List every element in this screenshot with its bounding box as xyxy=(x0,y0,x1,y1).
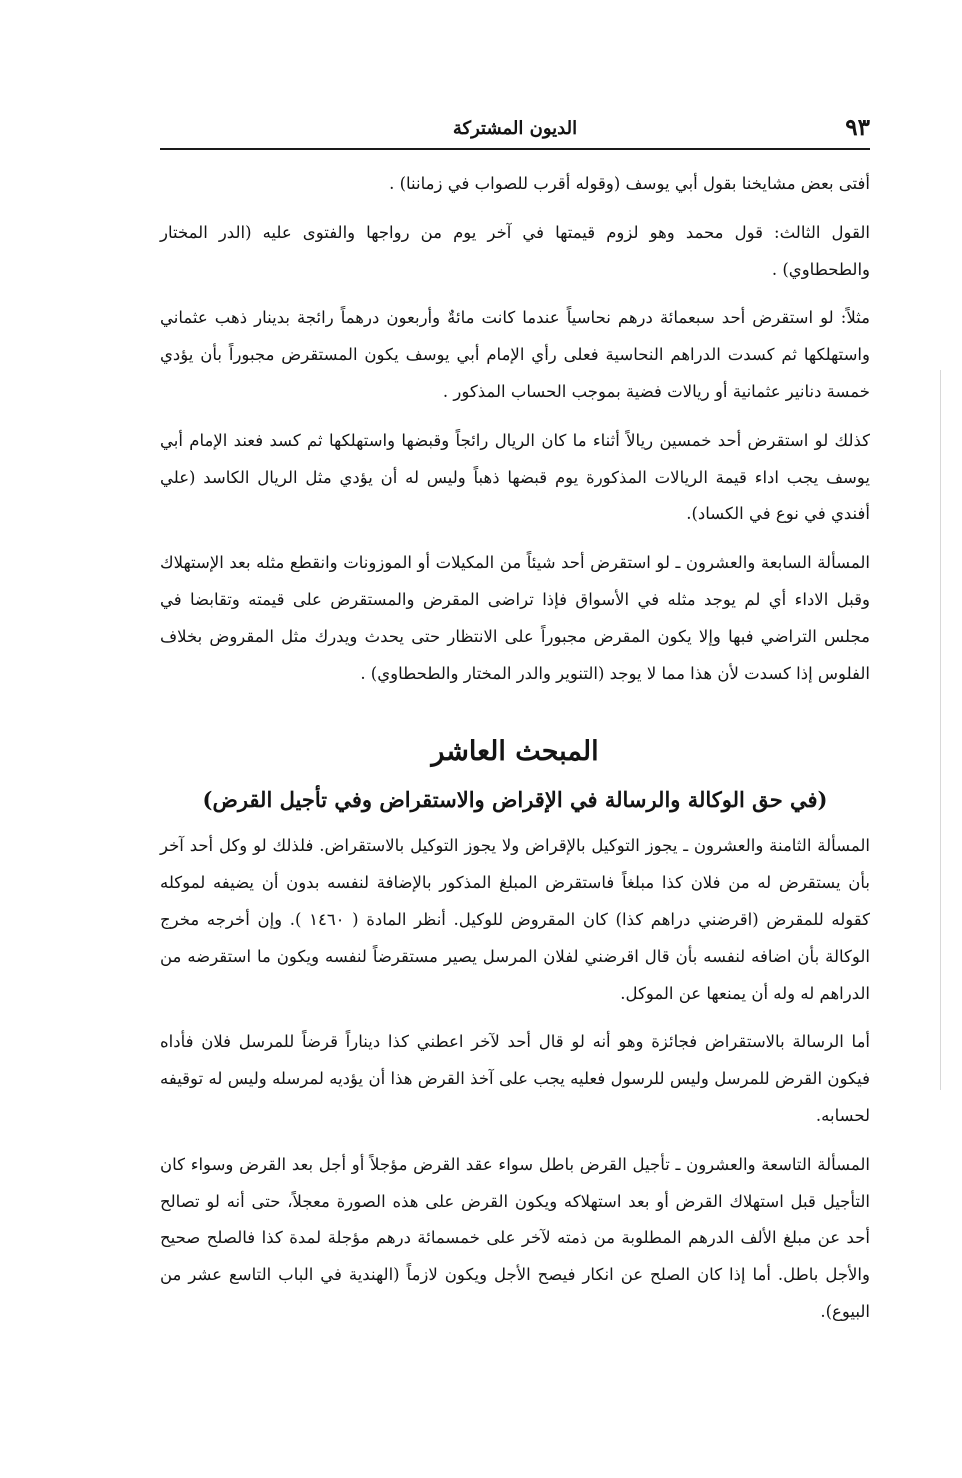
paragraph-issue-27: المسألة السابعة والعشرون ـ لو استقرض أحد شيئاً من المكيلات أو الموزونات وانقطع مثله بعد الإستهلاك وقبل الاداء أي لم يوجد مثله في الأسواق فإذا تراضى المقرض والمستقرض على قيمته وتقابضا في مجلس التراضي فبها وإلا يكون المقرض مجبوراً على الانتظار حتى يحدث ويدرك مثل المقروض بخلاف الفلوس إذا كسدت لأن هذا مما لا يوجد (التنوير والدر المختار والطحطاوي) . xyxy=(160,553,870,683)
paragraph-issue-29: المسألة التاسعة والعشرون ـ تأجيل القرض باطل سواء عقد القرض مؤجلاً أو أجل بعد القرض وسواء كان التأجيل قبل استهلاك القرض أو بعد استهلاكه ويكون القرض على هذه الصورة معجلاً، حتى أنه لو تصالح أحد عن مبلغ الألف الدرهم المطلوبة من ذمته لآخر على خمسمائة درهم مؤجلة لمدة كذا فالصلح صحيح والأجل باطل. أما إذا كان الصلح عن انكار فيصح الأجل ويكون لازماً (الهندية في الباب التاسع عشر من البيوع). xyxy=(160,1154,870,1321)
paragraph-messenger-borrowing: أما الرسالة بالاستقراض فجائزة وهو أنه لو قال أحد لآخر اعطني كذا ديناراً قرضاً للمرسل فلان فأداه فيكون القرض للمرسل وليس للرسول فعليه يجب على آخذ القرض هذا أن يؤديه لمرسله وليس له توقيفه لحسابه. xyxy=(160,1032,870,1125)
paragraph-example-copper-dirhams: مثلاً: لو استقرض أحد سبعمائة درهم نحاسياً عندما كانت مائةٌ وأربعون درهماً رائجة بدينار ذهب عثماني واستهلكها ثم كسدت الدراهم النحاسية فعلى رأي الإمام أبي يوسف يكون المستقرض مجبوراً بأن يؤدي خمسة دنانير عثمانية أو ريالات فضية بموجب الحساب المذكور . xyxy=(160,308,870,401)
paragraph-issue-28: المسألة الثامنة والعشرون ـ يجوز التوكيل بالإقراض ولا يجوز التوكيل بالاستقراض. فلذلك لو وكل أحد آخر بأن يستقرض له من فلان كذا مبلغاً فاستقرض المبلغ المذكور بالإضافة لنفسه بدون أن يضيفه لموكله كقوله للمقرض (اقرضني دراهم كذا) كان المقروض للوكيل. أنظر المادة ( ١٤٦٠ ). وإن أخرجه مخرج الوكالة بأن اضافه لنفسه بأن قال اقرضني لفلان المرسل يصير مستقرضاً لنفسه ويكون ما استقرضه من الدراهم له وله أن يمنعها عن الموكل. xyxy=(160,836,871,1003)
page-edge-line xyxy=(940,370,941,1090)
page-number: ٩٣ xyxy=(845,114,870,141)
paragraph-example-riyals: كذلك لو استقرض أحد خمسين ريالاً أثناء ما كان الريال رائجاً وقبضها واستهلكها ثم كسد فعند الإمام أبي يوسف يجب اداء قيمة الريالات المذكورة يوم قبضها ذهباً وليس له أن يؤدي مثل الريال الكاسد (علي أفندي في نوع في الكساد). xyxy=(160,430,870,524)
section-subheading: (في حق الوكالة والرسالة في الإقراض والاستقراض وفي تأجيل القرض) xyxy=(202,787,828,813)
section-heading: المبحث العاشر xyxy=(431,736,599,768)
paragraph-fatwa-abu-yusuf: أفتى بعض مشايخنا بقول أبي يوسف (وقوله أقرب للصواب في زماننا) . xyxy=(389,174,870,193)
page-header xyxy=(160,110,870,150)
body-text xyxy=(160,166,870,1343)
running-title: الديون المشتركة xyxy=(452,118,578,139)
paragraph-third-opinion: القول الثالث: قول محمد وهو لزوم قيمتها في آخر يوم من رواجها والفتوى عليه (الدر المختار والطحطاوي) . xyxy=(160,222,870,279)
